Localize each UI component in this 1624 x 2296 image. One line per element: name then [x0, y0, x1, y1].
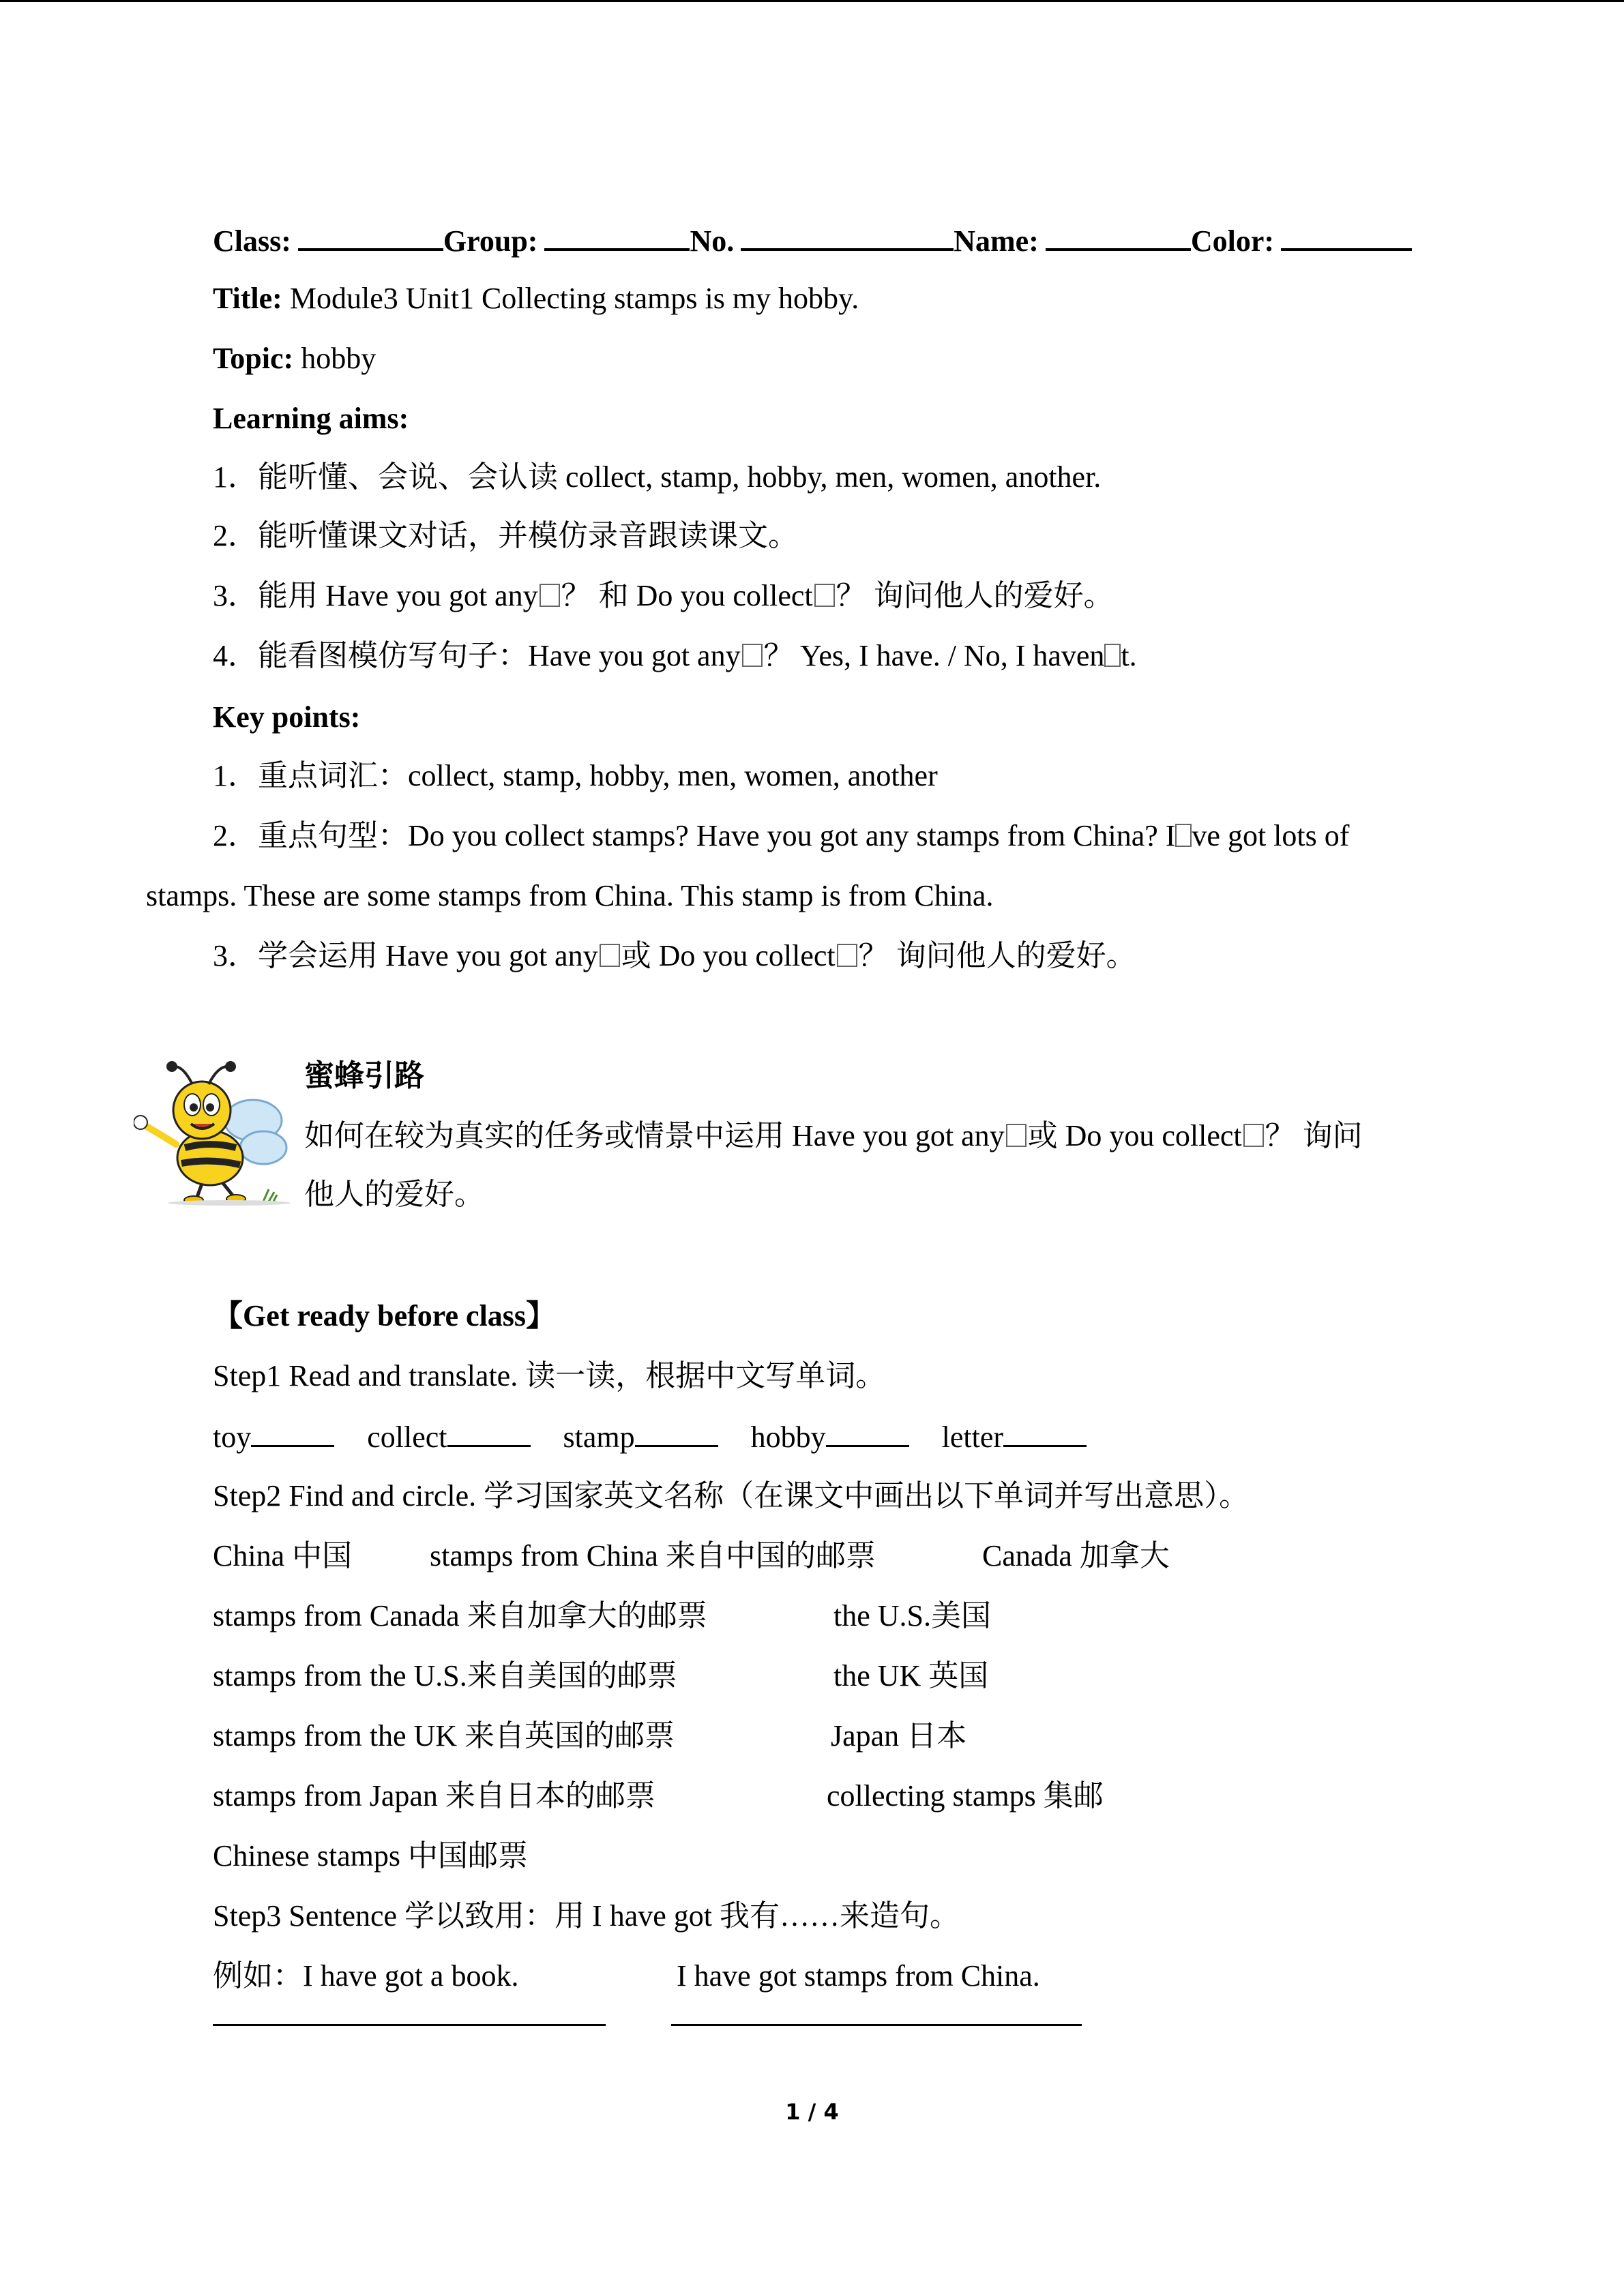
- vocab-item: collecting stamps 集邮: [827, 1779, 1104, 1813]
- aim-3: [213, 576, 1114, 616]
- vocab-item: stamps from the U.S.来自美国的邮票: [213, 1659, 677, 1693]
- aim-1: 1．能听懂、会说、会认读 collect, stamp, hobby, men, women, another.: [213, 460, 1102, 494]
- word-blank[interactable]: [635, 1418, 718, 1447]
- keypoints-heading: Key points:: [213, 700, 361, 734]
- keypoint-2-continued: stamps. These are some stamps from China. This stamp is from China.: [146, 879, 994, 912]
- aim-4-part-b: ？ Yes, I have. / No, I haven: [763, 639, 1105, 672]
- example-a: 例如：I have got a book.: [213, 1959, 519, 1993]
- placeholder-box: [1243, 1124, 1264, 1147]
- answer-line-2[interactable]: [671, 2024, 1082, 2026]
- page-top-border: [0, 0, 1624, 2]
- word-blank[interactable]: [1003, 1418, 1087, 1447]
- word-blank[interactable]: [826, 1418, 909, 1447]
- page-number: 1 / 4: [785, 2099, 839, 2125]
- bee-line-2: 他人的爱好。: [304, 1178, 484, 1211]
- vocab-item: Canada 加拿大: [982, 1539, 1170, 1572]
- vocab-item: stamps from the UK 来自英国的邮票: [213, 1719, 675, 1753]
- apostrophe-box: [1104, 644, 1121, 667]
- keypoint-1: 1．重点词汇：collect, stamp, hobby, men, women, another: [213, 759, 938, 792]
- bee-line-1-part-b: 或 Do you collect: [1027, 1119, 1242, 1152]
- apostrophe-box: [1175, 824, 1192, 847]
- bee-icon: [134, 1056, 297, 1206]
- no-label: No.: [690, 224, 735, 258]
- topic-line: [213, 338, 376, 379]
- bee-heading: 蜜蜂引路: [304, 1059, 424, 1092]
- vocab-item: stamps from Canada 来自加拿大的邮票: [213, 1599, 707, 1632]
- keypoint-3-part-a: 3．学会运用 Have you got any: [213, 939, 598, 972]
- word-hobby: hobby: [750, 1420, 826, 1454]
- aim-3-part-a: 3．能用 Have you got any: [213, 579, 538, 612]
- bee-line-1: [304, 1116, 1363, 1157]
- class-label: Class:: [213, 224, 291, 258]
- topic-value: hobby: [301, 342, 377, 375]
- color-blank: [1281, 218, 1412, 251]
- title-line: [213, 278, 859, 319]
- title-value: Module3 Unit1 Collecting stamps is my hobby.: [289, 282, 859, 315]
- aim-4: [213, 636, 1137, 676]
- aim-4-part-c: t.: [1121, 639, 1137, 672]
- aims-heading: Learning aims:: [213, 402, 409, 435]
- bee-line-1-part-a: 如何在较为真实的任务或情景中运用 Have you got any: [304, 1119, 1005, 1152]
- answer-line-1[interactable]: [213, 2024, 606, 2026]
- step2-text: Step2 Find and circle. 学习国家英文名称（在课文中画出以下单词并写出意思）。: [213, 1479, 1250, 1512]
- placeholder-box: [742, 644, 763, 667]
- placeholder-box: [1006, 1124, 1027, 1147]
- keypoint-2-part-a: 2．重点句型：Do you collect stamps? Have you got any stamps from China? I: [213, 819, 1176, 852]
- class-blank: [298, 218, 443, 251]
- group-blank: [544, 218, 690, 251]
- placeholder-box: [600, 944, 620, 967]
- keypoint-3-part-c: ？ 询问他人的爱好。: [858, 939, 1136, 972]
- placeholder-box: [814, 584, 835, 607]
- vocab-item: China 中国: [213, 1539, 353, 1572]
- word-blank[interactable]: [251, 1418, 334, 1447]
- keypoint-3-part-b: 或 Do you collect: [621, 939, 836, 972]
- keypoint-3: [213, 936, 1136, 976]
- aim-2: 2．能听懂课文对话，并模仿录音跟读课文。: [213, 519, 798, 552]
- placeholder-box: [540, 584, 560, 607]
- word-stamp: stamp: [563, 1420, 635, 1454]
- keypoint-2: [213, 816, 1349, 856]
- group-label: Group:: [443, 224, 538, 258]
- header-fields: [213, 218, 1412, 262]
- placeholder-box: [837, 944, 857, 967]
- step1-text: Step1 Read and translate. 读一读，根据中文写单词。: [213, 1359, 886, 1392]
- aim-4-part-a: 4．能看图模仿写句子：Have you got any: [213, 639, 741, 672]
- aim-3-part-c: ？ 询问他人的爱好。: [836, 579, 1114, 612]
- name-blank: [1046, 218, 1191, 251]
- no-blank: [741, 218, 954, 251]
- color-label: Color:: [1190, 224, 1275, 258]
- word-toy: toy: [213, 1420, 252, 1454]
- title-label: Title:: [213, 282, 282, 315]
- aim-3-part-b: ？ 和 Do you collect: [561, 579, 813, 612]
- word-letter: letter: [941, 1420, 1003, 1454]
- example-b: I have got stamps from China.: [677, 1959, 1040, 1993]
- topic-label: Topic:: [213, 342, 294, 375]
- ready-heading: 【Get ready before class】: [213, 1299, 557, 1332]
- step3-text: Step3 Sentence 学以致用：用 I have got 我有……来造句。: [213, 1899, 960, 1933]
- keypoint-2-part-b: ve got lots of: [1192, 819, 1350, 852]
- bee-line-1-part-c: ？ 询问: [1265, 1119, 1363, 1152]
- vocab-item: Japan 日本: [831, 1719, 967, 1753]
- word-collect: collect: [367, 1420, 447, 1454]
- vocab-item: the U.S.美国: [833, 1599, 991, 1632]
- vocab-item: stamps from Japan 来自日本的邮票: [213, 1779, 655, 1813]
- word-blank[interactable]: [447, 1418, 531, 1447]
- vocab-item: stamps from China 来自中国的邮票: [430, 1539, 876, 1572]
- word-row: [213, 1417, 1087, 1458]
- vocab-item: the UK 英国: [833, 1659, 989, 1693]
- vocab-item: Chinese stamps 中国邮票: [213, 1839, 528, 1873]
- name-label: Name:: [954, 224, 1039, 258]
